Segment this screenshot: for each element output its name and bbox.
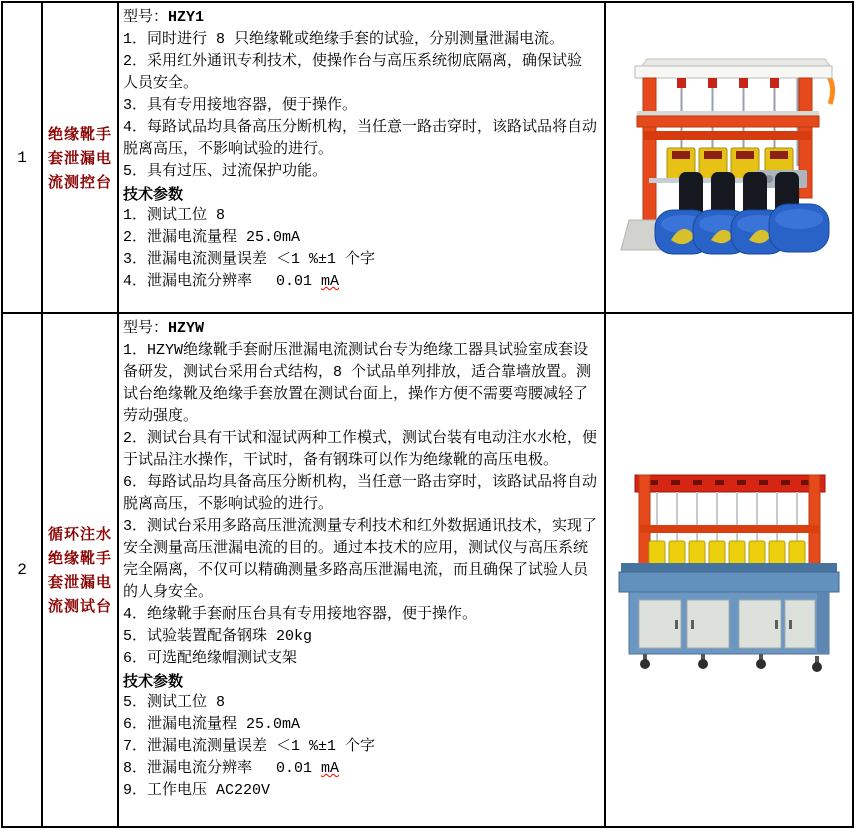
tech-param-line: 2．泄漏电流量程 25.0mA	[123, 229, 301, 246]
product-name: 绝缘靴手套泄漏电流测控台	[47, 124, 112, 191]
crossbar	[637, 111, 819, 140]
tech-param-line: 4．泄漏电流分辨率 0.01 mA	[123, 273, 340, 290]
feature-line: 1．同时进行 8 只绝缘靴或绝缘手套的试验，分别测量泄漏电流。	[123, 31, 565, 48]
tech-param-line: 9．工作电压 AC220V	[123, 782, 271, 799]
feature-line: 1．HZYW绝缘靴手套耐压泄漏电流测试台专为绝缘工器具试验室成套设备研发，测试台采用台式结构，8 个试品单列排放，适合靠墙放置。测试台绝缘靴及绝缘手套放置在测试台面上，操作方便不需要弯腰减轻了劳动强度。	[123, 342, 592, 425]
feature-line: 5．具有过压、过流保护功能。	[123, 163, 328, 180]
feature-line: 2．测试台具有干试和湿试两种工作模式，测试台装有电动注水水枪，便于试品注水操作，干试时，备有钢珠可以作为绝缘靴的高压电极。	[123, 430, 598, 469]
tech-params-title: 技术参数	[123, 672, 184, 690]
row-number-cell	[3, 314, 43, 826]
row-number: 1	[17, 148, 27, 167]
feature-list	[123, 29, 601, 183]
catalog-table	[1, 1, 854, 828]
model-label: 型号：	[123, 9, 169, 26]
feature-line: 6．每路试品均具备高压分断机构，当任意一路击穿时，该路试品将自动脱离高压，不影响试验的进行。	[123, 474, 598, 513]
tech-param-line: 7．泄漏电流测量误差 ＜1 %±1 个字	[123, 738, 376, 755]
yellow-buckets	[649, 541, 805, 565]
tech-param-list	[123, 205, 601, 293]
model-value: HZYW	[168, 320, 205, 337]
tech-param-line: 5．测试工位 8	[123, 694, 226, 711]
table-row	[3, 3, 852, 314]
tech-param-list	[123, 692, 601, 802]
crossbar	[639, 525, 820, 533]
feature-line: 2．采用红外通讯专利技术，使操作台与高压系统彻底隔离，确保试验 人员安全。	[123, 53, 583, 92]
feature-line: 3．具有专用接地容器，便于操作。	[123, 97, 358, 114]
tech-param-line: 8．泄漏电流分辨率 0.01 mA	[123, 760, 340, 777]
product-photo-rack	[613, 54, 845, 262]
tech-param-line: 1．测试工位 8	[123, 207, 226, 224]
product-name: 循环注水绝缘靴手套泄漏电流测试台	[47, 525, 112, 615]
model-label: 型号：	[123, 320, 169, 337]
model-line	[123, 318, 601, 340]
tech-param-line: 6．泄漏电流量程 25.0mA	[123, 716, 301, 733]
spellcheck-flagged-text: mA	[321, 760, 340, 777]
product-photo-cell	[606, 314, 852, 826]
clamps	[677, 78, 779, 88]
table-row	[3, 314, 852, 826]
blue-basins	[655, 204, 829, 254]
feature-line: 3．测试台采用多路高压泄流测量专利技术和红外数据通讯技术，实现了安全测量高压泄漏电流的目的。通过本技术的应用，测试仪与高压系统完全隔离，不仅可以精确测量多路高压泄漏电流，而且确保了试验人员的人身安全。	[123, 518, 598, 601]
row-number-cell	[3, 3, 43, 312]
feature-line: 4．每路试品均具备高压分断机构，当任意一路击穿时，该路试品将自动脱离高压，不影响试验的进行。	[123, 119, 598, 158]
model-value: HZY1	[168, 9, 205, 26]
feature-line: 5．试验装置配备钢珠 20kg	[123, 628, 313, 645]
table-top	[619, 563, 839, 592]
feature-list	[123, 340, 601, 670]
spellcheck-flagged-text: mA	[321, 273, 340, 290]
top-plate	[635, 59, 832, 78]
feature-line: 6．可选配绝缘帽测试支架	[123, 650, 298, 667]
cabinet	[629, 592, 829, 654]
product-name-cell	[43, 3, 119, 312]
product-photo-bench	[611, 465, 847, 675]
header-bar	[635, 475, 825, 492]
product-description-cell	[119, 3, 606, 312]
feature-line: 4．绝缘靴手套耐压台具有专用接地容器，便于操作。	[123, 606, 478, 623]
row-number: 2	[17, 561, 27, 579]
product-name-cell	[43, 314, 119, 826]
tech-params-title: 技术参数	[123, 185, 184, 203]
product-description-cell	[119, 314, 606, 826]
model-line	[123, 7, 601, 29]
tech-param-line: 3．泄漏电流测量误差 ＜1 %±1 个字	[123, 251, 376, 268]
product-photo-cell	[606, 3, 852, 312]
casters	[640, 654, 822, 672]
